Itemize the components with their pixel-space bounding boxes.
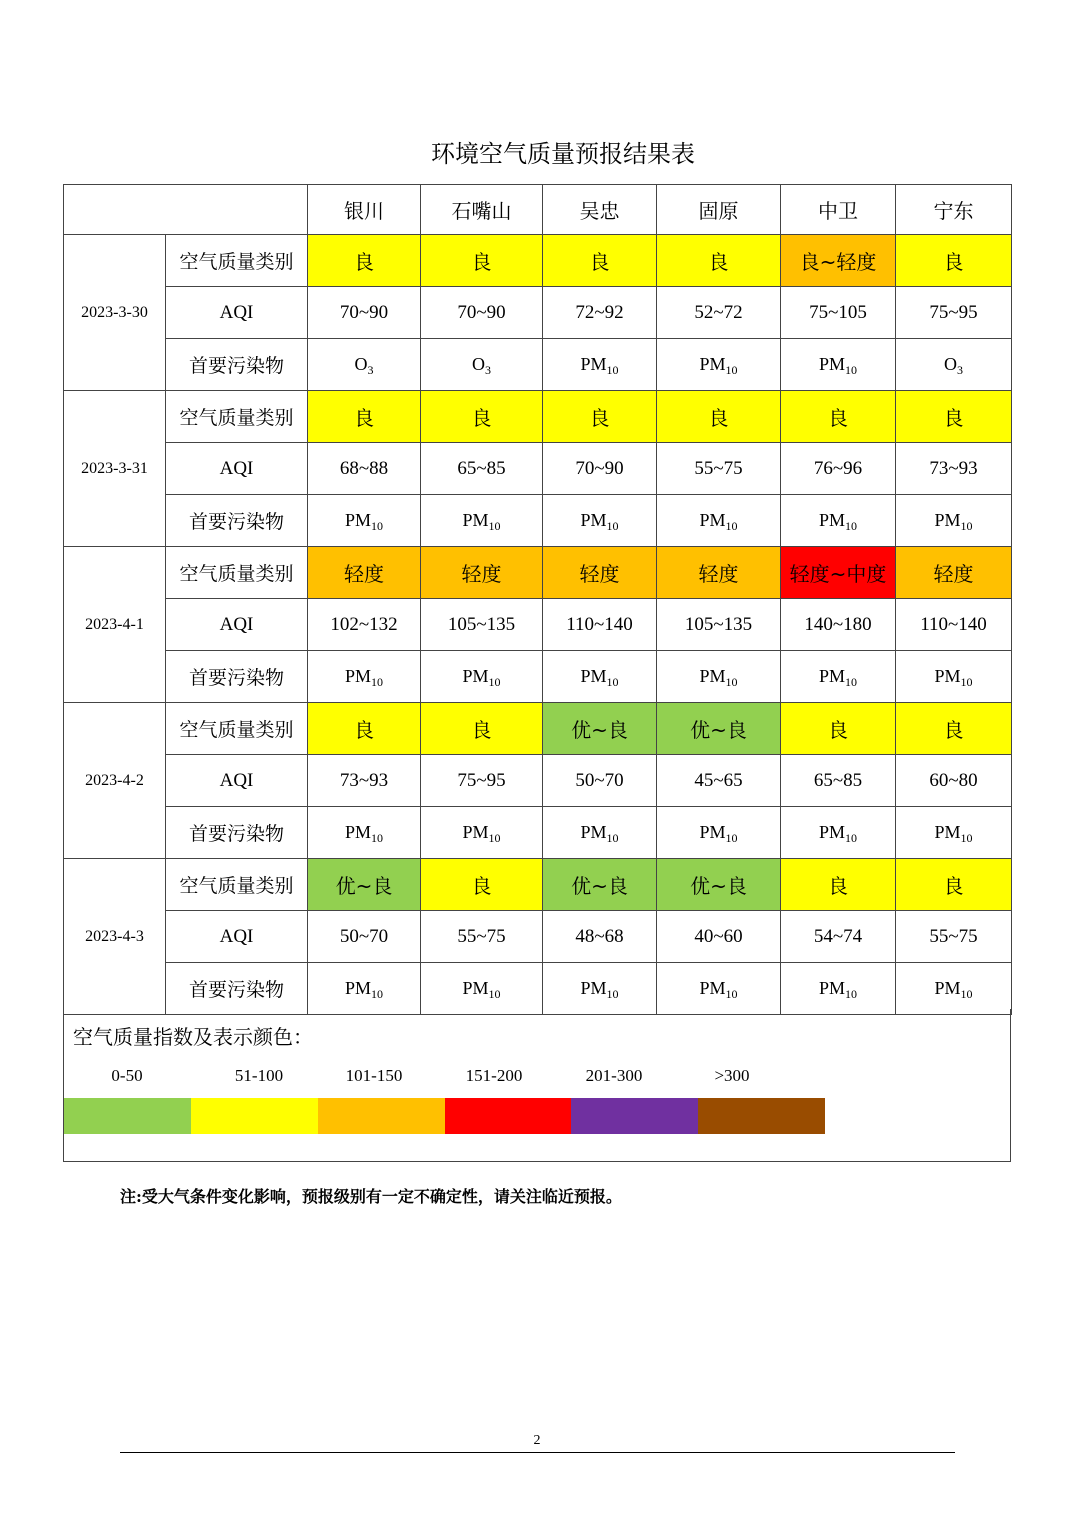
pollutant-cell [896,963,1012,1015]
pollutant-cell [543,651,657,703]
category-row [64,859,1012,911]
pollutant-cell [308,495,421,547]
aqi-cell: 76~96 [781,443,896,495]
legend-range-label: 151-200 [465,1066,523,1085]
aqi-cell: 105~135 [657,599,781,651]
legend-box [63,1009,1011,1162]
pollutant-cell [657,339,781,391]
aqi-cell: 40~60 [657,911,781,963]
row-label-aqi: AQI [166,755,308,807]
row-label-pollutant: 首要污染物 [166,963,308,1015]
pollutant-subscript: 10 [371,831,383,845]
pollutant-cell [543,807,657,859]
pollutant-cell [308,651,421,703]
pollutant-name: PM [580,666,607,686]
pollutant-cell [657,807,781,859]
category-row [64,391,1012,443]
pollutant-subscript: 10 [725,519,738,533]
category-cell: 优~良 [308,859,421,911]
pollutant-name: PM [934,666,961,686]
city-header: 吴忠 [543,185,657,235]
aqi-cell: 48~68 [543,911,657,963]
category-cell: 良 [781,859,896,911]
legend-range-label: >300 [714,1066,750,1085]
category-cell: 良 [308,703,421,755]
aqi-row [64,599,1012,651]
legend-range-label: 101-150 [345,1066,403,1085]
pollutant-name: PM [462,510,489,530]
pollutant-name: PM [699,978,726,998]
category-cell: 轻度 [657,547,781,599]
forecast-table [63,184,1012,1015]
aqi-cell: 102~132 [308,599,421,651]
pollutant-subscript: 10 [845,363,857,377]
pollutant-cell [543,339,657,391]
pollutant-name: PM [699,510,726,530]
legend-color-swatch [698,1098,825,1134]
legend-title: 空气质量指数及表示颜色： [73,1025,313,1049]
pollutant-subscript: 10 [725,363,738,377]
pollutant-subscript: 3 [485,363,491,377]
city-header: 中卫 [781,185,896,235]
date-cell: 2023-4-1 [64,547,166,703]
forecast-note: 注:受大气条件变化影响，预报级别有一定不确定性，请关注临近预报。 [120,1187,622,1206]
city-header: 固原 [657,185,781,235]
pollutant-row [64,807,1012,859]
row-label-pollutant: 首要污染物 [166,495,308,547]
pollutant-name: PM [580,978,607,998]
pollutant-cell [896,807,1012,859]
pollutant-subscript: 10 [845,831,857,845]
aqi-cell: 72~92 [543,287,657,339]
pollutant-subscript: 10 [371,675,383,689]
pollutant-subscript: 10 [960,675,973,689]
pollutant-subscript: 3 [367,363,374,377]
row-label-category: 空气质量类别 [166,703,308,755]
pollutant-subscript: 10 [845,675,857,689]
category-cell: 轻度 [421,547,543,599]
pollutant-subscript: 10 [845,987,857,1001]
pollutant-cell [421,495,543,547]
category-row [64,703,1012,755]
pollutant-subscript: 10 [845,519,857,533]
pollutant-cell [543,495,657,547]
pollutant-cell [781,651,896,703]
pollutant-name: O [472,354,485,374]
aqi-row [64,443,1012,495]
pollutant-row [64,651,1012,703]
row-label-category: 空气质量类别 [166,391,308,443]
legend-range-label: 0-50 [111,1066,143,1085]
legend-color-swatch [191,1098,318,1134]
aqi-cell: 75~105 [781,287,896,339]
aqi-cell: 73~93 [308,755,421,807]
pollutant-row [64,495,1012,547]
pollutant-name: PM [344,510,371,530]
pollutant-name: PM [344,666,371,686]
aqi-cell: 75~95 [421,755,543,807]
pollutant-name: PM [344,978,371,998]
pollutant-cell [657,651,781,703]
aqi-cell: 52~72 [657,287,781,339]
date-cell: 2023-4-2 [64,703,166,859]
aqi-cell: 70~90 [543,443,657,495]
aqi-cell: 54~74 [781,911,896,963]
legend-range-label: 201-300 [585,1066,643,1085]
pollutant-name: PM [934,510,961,530]
aqi-row [64,911,1012,963]
pollutant-name: PM [462,822,489,842]
pollutant-cell [896,339,1012,391]
pollutant-cell [308,963,421,1015]
pollutant-name: O [944,354,957,374]
pollutant-subscript: 10 [606,831,619,845]
aqi-cell: 65~85 [421,443,543,495]
pollutant-subscript: 10 [960,831,973,845]
row-label-pollutant: 首要污染物 [166,807,308,859]
pollutant-row [64,339,1012,391]
pollutant-cell [308,339,421,391]
pollutant-cell [781,495,896,547]
pollutant-name: PM [580,822,607,842]
page-number: 2 [533,1433,541,1448]
pollutant-subscript: 10 [488,675,501,689]
pollutant-name: PM [818,510,845,530]
category-cell: 良 [657,235,781,287]
pollutant-subscript: 10 [371,519,383,533]
category-cell: 良 [781,703,896,755]
pollutant-name: PM [818,666,845,686]
header-row [64,185,1012,235]
pollutant-name: O [354,354,368,374]
pollutant-subscript: 10 [960,987,973,1001]
category-row [64,547,1012,599]
category-cell: 良 [896,391,1012,443]
city-header: 石嘴山 [421,185,543,235]
pollutant-cell [421,807,543,859]
pollutant-name: PM [818,978,845,998]
category-cell: 良 [896,703,1012,755]
aqi-cell: 50~70 [308,911,421,963]
aqi-cell: 50~70 [543,755,657,807]
pollutant-name: PM [580,354,607,374]
date-cell: 2023-3-31 [64,391,166,547]
aqi-cell: 70~90 [421,287,543,339]
pollutant-name: PM [699,666,726,686]
row-label-aqi: AQI [166,443,308,495]
pollutant-subscript: 10 [488,831,501,845]
pollutant-subscript: 10 [488,987,501,1001]
pollutant-cell [543,963,657,1015]
row-label-category: 空气质量类别 [166,859,308,911]
aqi-row [64,287,1012,339]
legend-range-label: 51-100 [234,1066,284,1085]
date-cell: 2023-4-3 [64,859,166,1015]
category-cell: 良 [308,235,421,287]
aqi-cell: 55~75 [421,911,543,963]
category-cell: 轻度~中度 [781,547,896,599]
category-cell: 良 [781,391,896,443]
pollutant-name: PM [462,666,489,686]
pollutant-subscript: 10 [606,363,619,377]
pollutant-name: PM [818,354,845,374]
pollutant-cell [781,963,896,1015]
pollutant-cell [421,963,543,1015]
pollutant-name: PM [344,822,371,842]
legend-color-swatch [318,1098,445,1134]
category-cell: 良 [421,391,543,443]
category-cell: 优~良 [657,859,781,911]
category-cell: 优~良 [543,703,657,755]
aqi-cell: 45~65 [657,755,781,807]
date-cell: 2023-3-30 [64,235,166,391]
category-cell: 良 [543,391,657,443]
category-cell: 优~良 [543,859,657,911]
footer-rule [120,1452,955,1453]
row-label-pollutant: 首要污染物 [166,651,308,703]
pollutant-name: PM [818,822,845,842]
category-cell: 良 [421,859,543,911]
pollutant-name: PM [934,978,961,998]
category-cell: 良~轻度 [781,235,896,287]
aqi-cell: 70~90 [308,287,421,339]
category-cell: 良 [308,391,421,443]
category-cell: 良 [896,859,1012,911]
pollutant-cell [896,651,1012,703]
pollutant-subscript: 10 [725,987,738,1001]
row-label-category: 空气质量类别 [166,235,308,287]
header-corner [64,185,308,235]
row-label-aqi: AQI [166,287,308,339]
category-cell: 轻度 [543,547,657,599]
pollutant-cell [657,495,781,547]
pollutant-cell [781,339,896,391]
pollutant-cell [421,339,543,391]
pollutant-cell [657,963,781,1015]
pollutant-name: PM [699,354,726,374]
category-cell: 良 [421,703,543,755]
aqi-cell: 140~180 [781,599,896,651]
pollutant-subscript: 10 [488,519,501,533]
aqi-cell: 110~140 [896,599,1012,651]
pollutant-cell [781,807,896,859]
aqi-cell: 105~135 [421,599,543,651]
pollutant-cell [896,495,1012,547]
aqi-cell: 65~85 [781,755,896,807]
aqi-cell: 73~93 [896,443,1012,495]
row-label-category: 空气质量类别 [166,547,308,599]
aqi-row [64,755,1012,807]
category-cell: 轻度 [308,547,421,599]
pollutant-subscript: 10 [606,675,619,689]
pollutant-subscript: 10 [725,675,738,689]
legend-color-swatch [571,1098,698,1134]
aqi-cell: 60~80 [896,755,1012,807]
category-cell: 优~良 [657,703,781,755]
pollutant-subscript: 10 [371,987,383,1001]
pollutant-name: PM [699,822,726,842]
pollutant-subscript: 10 [960,519,973,533]
pollutant-name: PM [462,978,489,998]
pollutant-name: PM [934,822,961,842]
legend-color-swatch [64,1098,191,1134]
row-label-pollutant: 首要污染物 [166,339,308,391]
category-cell: 良 [543,235,657,287]
row-label-aqi: AQI [166,911,308,963]
aqi-cell: 68~88 [308,443,421,495]
pollutant-subscript: 10 [606,519,619,533]
category-cell: 良 [421,235,543,287]
aqi-cell: 55~75 [896,911,1012,963]
category-cell: 轻度 [896,547,1012,599]
city-header: 银川 [308,185,421,235]
pollutant-subscript: 10 [725,831,738,845]
category-cell: 良 [896,235,1012,287]
aqi-cell: 55~75 [657,443,781,495]
category-row [64,235,1012,287]
category-cell: 良 [657,391,781,443]
legend-color-swatch [445,1098,572,1134]
pollutant-row [64,963,1012,1015]
aqi-cell: 75~95 [896,287,1012,339]
pollutant-cell [308,807,421,859]
row-label-aqi: AQI [166,599,308,651]
pollutant-subscript: 10 [606,987,619,1001]
page-title: 环境空气质量预报结果表 [431,140,695,168]
pollutant-name: PM [580,510,607,530]
aqi-cell: 110~140 [543,599,657,651]
city-header: 宁东 [896,185,1012,235]
pollutant-subscript: 3 [957,363,963,377]
pollutant-cell [421,651,543,703]
